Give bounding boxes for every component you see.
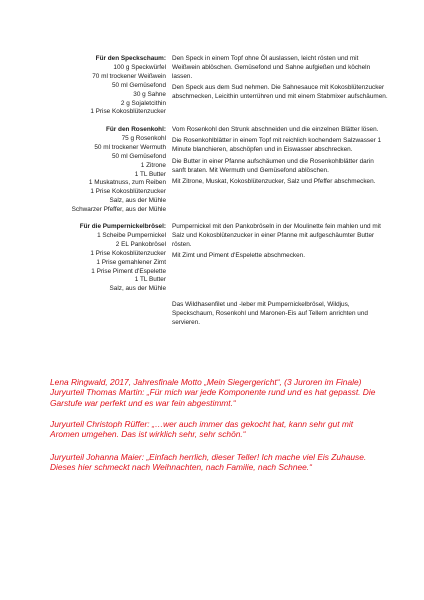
step-paragraph: Den Speck in einem Topf ohne Öl auslassen, leicht rösten und mit Weißwein ablöschen. Gemüsefond und Sahne aufgießen und köcheln lassen. (172, 55, 371, 80)
pumpernickel-heading: Für die Pumpernickelbrösel: (79, 223, 166, 230)
ingredient-line: 75 g Rosenkohl (121, 134, 166, 142)
ingredient-line: Schwarzer Pfeffer, aus der Mühle (71, 206, 166, 214)
ingredient-line: 1 Prise Kokosblütenzucker (90, 108, 166, 116)
serving-instructions: Das Wildhasenfilet und -leber mit Pumpernickelbrösel, Wildjus, Speckschaum, Rosenkohl und Maronen-Eis auf Tellern anrichten und servieren. (172, 301, 368, 326)
ingredient-line: 2 EL Pankobrösel (115, 240, 166, 248)
speckschaum-section (50, 55, 390, 117)
jury-source (50, 377, 380, 408)
ingredient-line: 1 Scheibe Pumpernickel (97, 231, 166, 239)
ingredient-line: Salz, aus der Mühle (109, 285, 166, 293)
ingredient-line: 1 Prise Kokosblütenzucker (90, 188, 166, 196)
pumpernickel-steps (172, 223, 388, 294)
step-paragraph: Vom Rosenkohl den Strunk abschneiden und die einzelnen Blätter lösen. (172, 126, 379, 133)
ingredient-line: 2 g Sojaletcithin (120, 99, 166, 107)
speckschaum-ingredients (50, 55, 166, 117)
jury-quote: Juryurteil Christoph Rüffer: „…wer auch immer das gekocht hat, kann sehr gut mit Aromen umgehen. Das ist wirklich sehr, sehr schön.“ (50, 419, 354, 440)
step-paragraph: Die Rosenkohlblätter in einem Topf mit reichlich kochendem Salzwasser 1 Minute blanchieren, abschöpfen und in Eiswasser abschrecken. (172, 137, 382, 154)
pumpernickel-section (50, 223, 390, 294)
jury-quote-block (50, 452, 380, 473)
jury-quote-block (50, 419, 380, 440)
jury-quote: Juryurteil Johanna Maier: „Einfach herrlich, dieser Teller! Ich mache viel Eis Zuhause. Dieses hier schmeckt nach Weihnachten, nach Familie, nach Schnee.“ (50, 452, 367, 473)
ingredient-line: 1 Prise gemahlener Zimt (96, 258, 166, 266)
ingredient-line: 50 ml trockener Wermuth (94, 143, 166, 151)
step-paragraph: Pumpernickel mit den Pankobröseln in der Moulinette fein mahlen und mit Salz und Kokosblütenzucker in einer Pfanne mit aufgeschäumter Butter rösten. (172, 223, 381, 248)
rosenkohl-steps (172, 126, 388, 215)
jury-quote: Juryurteil Thomas Martin: „Für mich war jede Komponente rund und es hat gepasst. Die Garstufe war perfekt und es war fein abgestimmt.“ (50, 387, 376, 408)
ingredient-line: 50 ml Gemüsefond (112, 152, 166, 160)
rosenkohl-heading: Für den Rosenkohl: (105, 126, 166, 133)
ingredient-line: Salz, aus der Mühle (109, 197, 166, 205)
ingredient-line: 100 g Speckwürfel (113, 63, 166, 71)
rosenkohl-section (50, 126, 390, 215)
step-paragraph: Mit Zimt und Piment d'Espelette abschmecken. (172, 252, 305, 260)
ingredient-line: 30 g Sahne (133, 90, 166, 98)
ingredient-line: 1 Muskatnuss, zum Reiben (88, 179, 166, 187)
speckschaum-heading: Für den Speckschaum: (95, 55, 166, 62)
rosenkohl-ingredients (50, 126, 166, 215)
step-paragraph: Den Speck aus dem Sud nehmen. Die Sahnesauce mit Kokosblütenzucker abschmecken, Leicithin unterrühren und mit einem Stabmixer aufschäumen. (172, 84, 388, 101)
ingredient-line: 70 ml trockener Weißwein (92, 72, 166, 80)
ingredient-line: 1 TL Butter (134, 170, 166, 178)
ingredient-line: 50 ml Gemüsefond (112, 81, 166, 89)
ingredient-line: 1 Zitrone (140, 161, 166, 169)
ingredient-line: 1 TL Butter (134, 276, 166, 284)
step-paragraph: Die Butter in einer Pfanne aufschäumen und die Rosenkohlblätter darin sanft braten. Mit Wermuth und Gemüsefond ablöschen. (172, 157, 374, 174)
ingredient-line: 1 Prise Kokosblütenzucker (90, 249, 166, 257)
speckschaum-steps (172, 55, 388, 117)
jury-source-line: Lena Ringwald, 2017, Jahresfinale Motto „Mein Siegergericht“, (3 Juroren im Finale) (50, 377, 362, 387)
step-paragraph: Mit Zitrone, Muskat, Kokosblütenzucker, Salz und Pfeffer abschmecken. (172, 178, 376, 186)
pumpernickel-ingredients (50, 223, 166, 294)
ingredient-line: 1 Prise Piment d'Espelette (91, 267, 166, 275)
